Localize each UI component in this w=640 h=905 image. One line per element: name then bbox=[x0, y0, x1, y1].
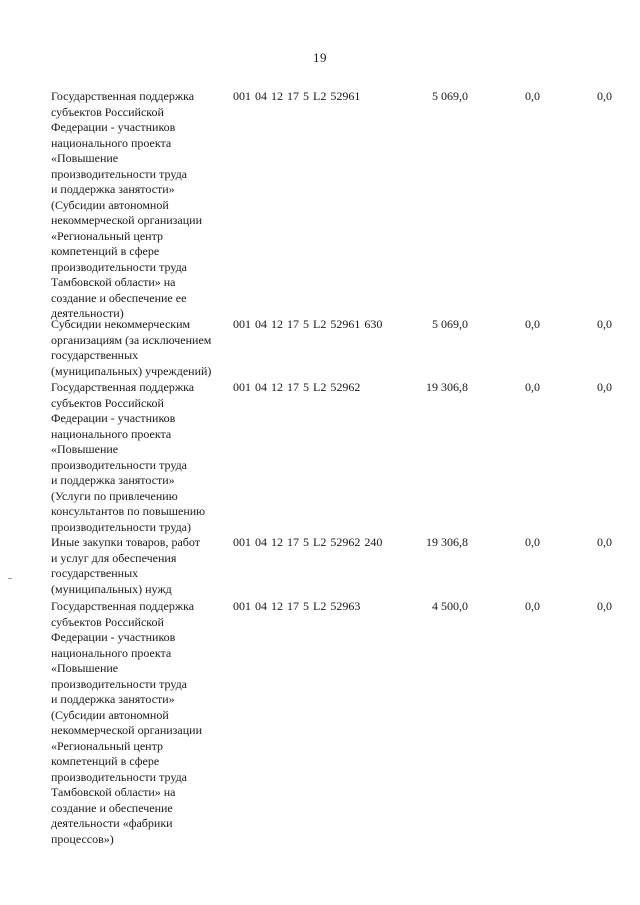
row-description: Государственная поддержка субъектов Российской Федерации - участников национального проекта «Повышение производительности труда и поддержка занятости» (Субсидии автономной некоммерческой организации «Региональный центр компетенций в сфере производительности труда Тамбовской области» на создание и обеспечение ее деятельности) bbox=[51, 89, 203, 320]
amount-year-2: 0,0 bbox=[525, 317, 540, 331]
amount-year-1: 19 306,8 bbox=[426, 380, 468, 394]
amount-year-2: 0,0 bbox=[525, 89, 540, 103]
amount-year-3: 0,0 bbox=[597, 380, 612, 394]
amount-year-3: 0,0 bbox=[597, 535, 612, 549]
page-number: 19 bbox=[313, 50, 327, 65]
amount-year-1: 19 306,8 bbox=[426, 535, 468, 549]
budget-classification-code: 001 04 12 17 5 L2 52962 240 bbox=[233, 535, 383, 549]
amount-year-2: 0,0 bbox=[525, 535, 540, 549]
budget-classification-code: 001 04 12 17 5 L2 52961 bbox=[233, 89, 361, 103]
amount-year-3: 0,0 bbox=[597, 317, 612, 331]
amount-year-1: 4 500,0 bbox=[432, 599, 468, 613]
amount-year-3: 0,0 bbox=[597, 89, 612, 103]
margin-mark bbox=[8, 578, 12, 579]
row-description: Иные закупки товаров, работ и услуг для обеспечения государственных (муниципальных) нужд bbox=[51, 535, 200, 596]
row-description: Государственная поддержка субъектов Российской Федерации - участников национального проекта «Повышение производительности труда и поддержка занятости» (Субсидии автономной некоммерческой организации «Региональный центр компетенций в сфере производительности труда Тамбовской области» на создание и обеспечение деятельности «фабрики процессов») bbox=[51, 599, 203, 846]
amount-year-1: 5 069,0 bbox=[432, 89, 468, 103]
amount-year-2: 0,0 bbox=[525, 380, 540, 394]
amount-year-1: 5 069,0 bbox=[432, 317, 468, 331]
budget-classification-code: 001 04 12 17 5 L2 52963 bbox=[233, 599, 361, 613]
budget-classification-code: 001 04 12 17 5 L2 52961 630 bbox=[233, 317, 383, 331]
amount-year-3: 0,0 bbox=[597, 599, 612, 613]
row-description: Субсидии некоммерческим организациям (за исключением государственных (муниципальных) учреждений) bbox=[51, 317, 212, 378]
budget-classification-code: 001 04 12 17 5 L2 52962 bbox=[233, 380, 361, 394]
amount-year-2: 0,0 bbox=[525, 599, 540, 613]
row-description: Государственная поддержка субъектов Российской Федерации - участников национального проекта «Повышение производительности труда и поддержка занятости» (Услуги по привлечению консультантов по повышению производительности труда) bbox=[51, 380, 206, 534]
